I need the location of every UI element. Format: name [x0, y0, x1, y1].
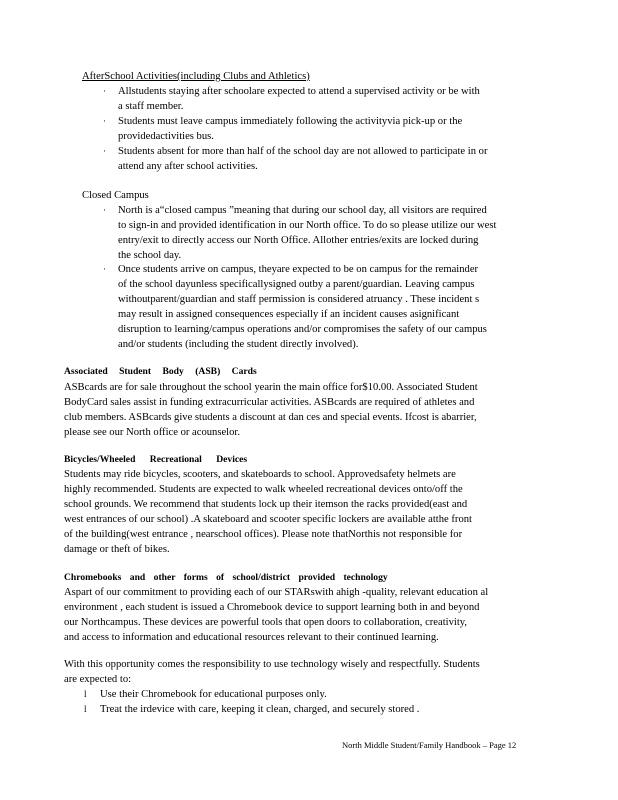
- after-school-item-2-line-2: providedactivities bus.: [118, 131, 214, 142]
- bullet-glyph: ·: [103, 205, 106, 215]
- closed-campus-item-2-line-1: Once students arrive on campus, theyare expected to be on campus for the remainder: [118, 264, 479, 275]
- closed-campus-item-2-line-2: of the school dayunless specificallysigned outby a parent/guardian. Leaving campus: [118, 279, 475, 290]
- bicycles-line-5: of the building(west entrance , nearschool offices). Please note thatNorthis not responsible for: [64, 529, 463, 540]
- closed-campus-item-1-line-2: to sign-in and provided identification in our North office. To do so please utilize our west: [118, 220, 497, 231]
- bicycles-line-2: highly recommended. Students are expected to walk wheeled recreational devices onto/off the: [64, 484, 463, 495]
- asb-line-2: BodyCard sales assist in funding extracurricular activities. ASBcards are required of athletes and: [64, 397, 475, 408]
- asb-heading: Associated Student Body (ASB) Cards: [64, 366, 257, 377]
- asb-line-4: please see our North office or acounselor.: [64, 427, 241, 438]
- chromebooks-line-4: and access to information and educational resources relevant to their continued learning.: [64, 632, 439, 643]
- closed-campus-item-2-line-6: and/or students (including the student directly involved).: [118, 339, 359, 350]
- after-school-item-1-line-1: Allstudents staying after schoolare expected to attend a supervised activity or be with: [118, 86, 480, 97]
- responsibility-line-2: are expected to:: [64, 674, 132, 685]
- asb-line-1: ASBcards are for sale throughout the school yearin the main office for$10.00. Associated Student: [64, 382, 478, 393]
- bicycles-line-3: school grounds. We recommend that students lock up their itemson the racks provided(east and: [64, 499, 468, 510]
- bicycles-line-1: Students may ride bicycles, scooters, and skateboards to school. Approvedsafety helmets are: [64, 469, 456, 480]
- page-footer: North Middle Student/Family Handbook – Page 12: [342, 740, 517, 750]
- after-school-item-1-line-2: a staff member.: [118, 101, 184, 112]
- chromebooks-line-3: our Northcampus. These devices are powerful tools that open doors to collaboration, creativity,: [64, 617, 468, 628]
- closed-campus-item-1-line-4: the school day.: [118, 250, 182, 261]
- chromebooks-line-1: Aspart of our commitment to providing each of our STARswith ahigh -quality, relevant education al: [64, 587, 489, 598]
- closed-campus-item-1-line-3: entry/exit to directly access our North Office. Allother entries/exits are locked during: [118, 235, 479, 246]
- bullet-glyph: ·: [103, 264, 106, 274]
- chromebooks-line-2: environment , each student is issued a Chromebook device to support learning both in and beyond: [64, 602, 480, 613]
- after-school-item-3-line-2: attend any after school activities.: [118, 161, 258, 172]
- closed-campus-item-2-line-5: disruption to learning/campus operations and/or compromises the safety of our campus: [118, 324, 487, 335]
- bicycles-line-6: damage or theft of bikes.: [64, 544, 170, 555]
- closed-campus-item-2-line-4: may result in assigned consequences especially if an incident causes asignificant: [118, 309, 460, 320]
- chromebooks-heading: Chromebooks and other forms of school/district provided technology: [64, 572, 388, 583]
- closed-campus-item-1-line-1: North is a“closed campus ”meaning that during our school day, all visitors are required: [118, 205, 487, 216]
- after-school-item-3-line-1: Students absent for more than half of the school day are not allowed to participate in or: [118, 146, 488, 157]
- bicycles-line-4: west entrances of our school) .A skateboard and scooter specific lockers are available atthe front: [64, 514, 472, 525]
- expectation-item-1: Use their Chromebook for educational purposes only.: [100, 689, 327, 700]
- bullet-glyph: ·: [103, 116, 106, 126]
- responsibility-line-1: With this opportunity comes the responsibility to use technology wisely and respectfully. Students: [64, 659, 480, 670]
- bullet-glyph: l: [84, 689, 87, 699]
- closed-campus-heading: Closed Campus: [82, 190, 149, 201]
- expectation-item-2: Treat the irdevice with care, keeping it clean, charged, and securely stored .: [100, 704, 420, 715]
- after-school-heading: AfterSchool Activities(including Clubs and Athletics): [82, 71, 310, 82]
- bullet-glyph: ·: [103, 86, 106, 96]
- asb-line-3: club members. ASBcards give students a discount at dan ces and special events. Ifcost is abarrier,: [64, 412, 477, 423]
- closed-campus-item-2-line-3: withoutparent/guardian and staff permission is considered atruancy . These incident s: [118, 294, 480, 305]
- after-school-item-2-line-1: Students must leave campus immediately following the activityvia pick-up or the: [118, 116, 463, 127]
- bullet-glyph: l: [84, 704, 87, 714]
- bullet-glyph: ·: [103, 146, 106, 156]
- bicycles-heading: Bicycles/Wheeled Recreational Devices: [64, 454, 248, 465]
